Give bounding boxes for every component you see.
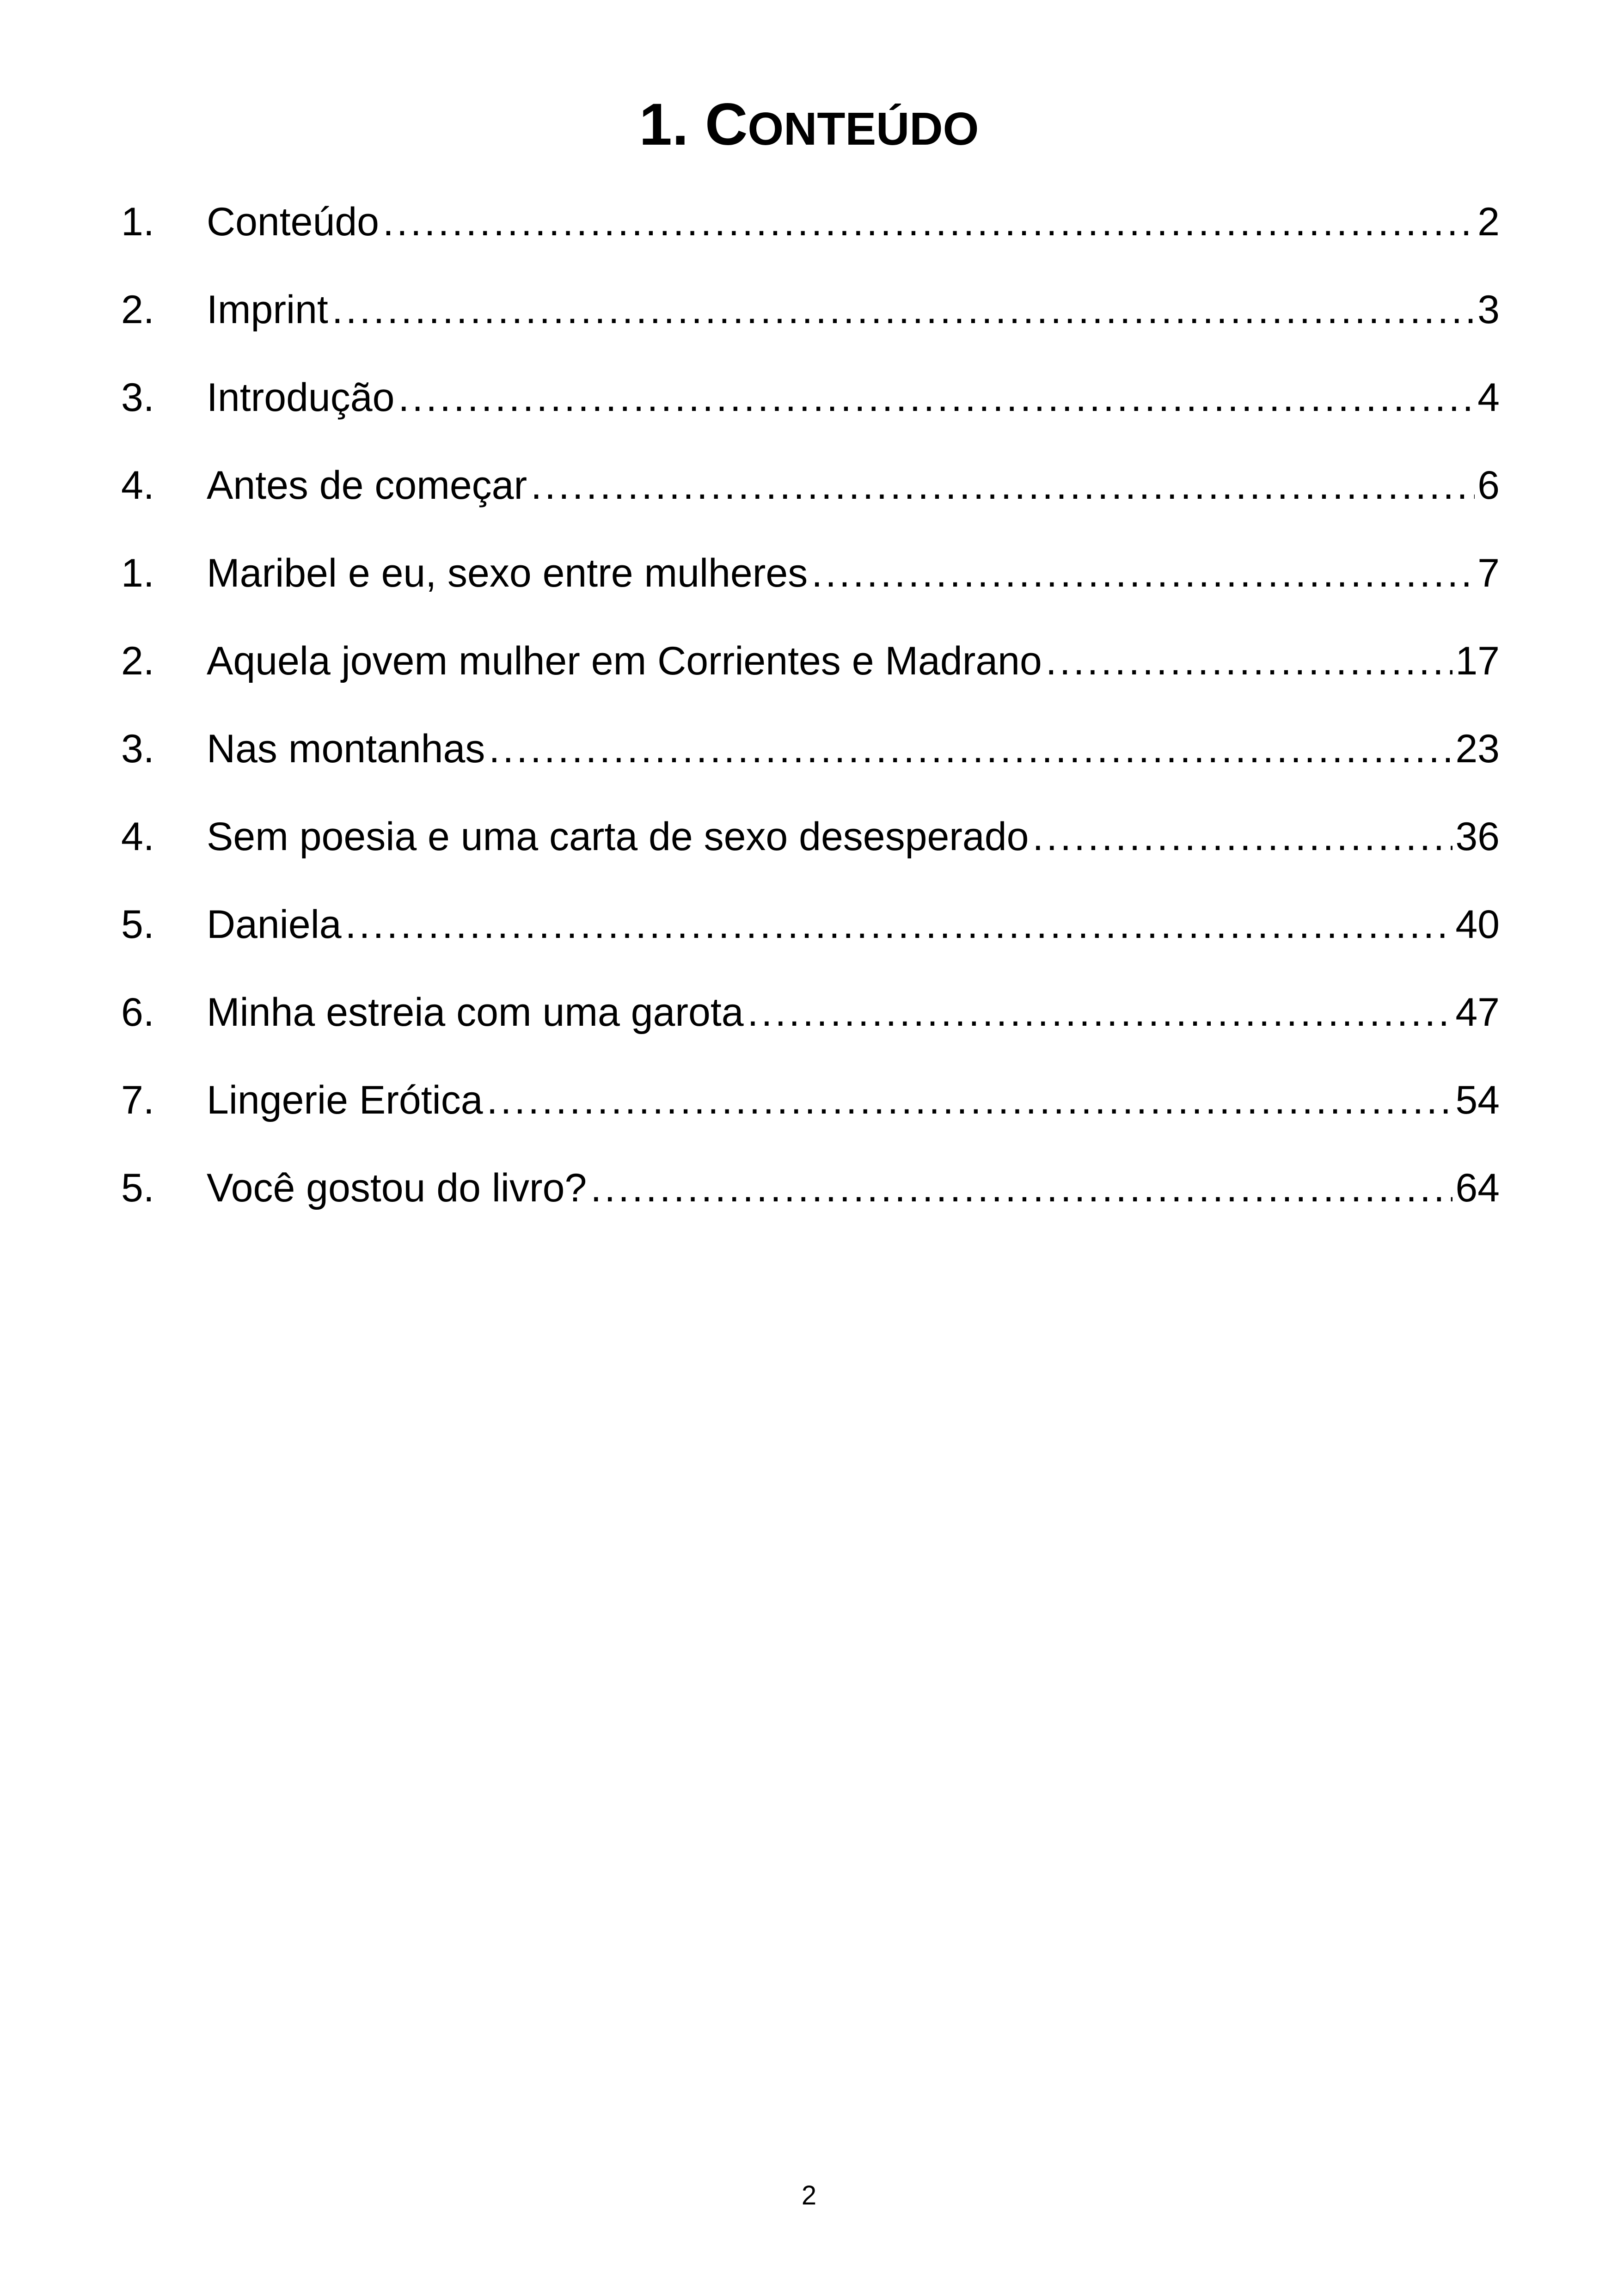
- toc-entry-page: 64: [1455, 1166, 1500, 1210]
- toc-dot-leader: [398, 370, 1475, 425]
- toc-entry-number: 4.: [121, 814, 154, 859]
- toc-dot-leader: [487, 1072, 1453, 1128]
- toc-entry-page: 2: [1477, 200, 1500, 244]
- toc-entry-number: 1.: [121, 200, 154, 244]
- toc-entry-page: 7: [1477, 551, 1500, 595]
- toc-entry-number: 5.: [121, 902, 154, 947]
- toc-entry-label: Antes de começar: [207, 463, 527, 508]
- toc-dot-leader: [1046, 633, 1453, 689]
- toc-entry-page: 6: [1477, 463, 1500, 508]
- toc-entry-label: Minha estreia com uma garota: [207, 990, 744, 1035]
- toc-entry-number: 2.: [121, 639, 154, 683]
- toc-entry-imprint[interactable]: [121, 282, 1500, 337]
- toc-entry-number: 6.: [121, 990, 154, 1035]
- toc-entry-number: 2.: [121, 288, 154, 332]
- toc-entry-page: 23: [1455, 727, 1500, 771]
- toc-entry-page: 36: [1455, 814, 1500, 859]
- page-title: [0, 83, 1618, 171]
- toc-dot-leader: [590, 1160, 1453, 1216]
- toc-dot-leader: [489, 721, 1453, 777]
- toc-entry-daniela[interactable]: [121, 897, 1500, 952]
- toc-entry-label: Sem poesia e uma carta de sexo desesperado: [207, 814, 1029, 859]
- toc-dot-leader: [345, 897, 1453, 952]
- toc-entry-page: 4: [1477, 375, 1500, 420]
- toc-entry-number: 7.: [121, 1078, 154, 1122]
- title-rest: ONTEÚDO: [748, 103, 979, 155]
- toc-entry-label: Conteúdo: [207, 200, 379, 244]
- toc-entry-aquela-jovem[interactable]: [121, 633, 1500, 689]
- toc-entry-label: Introdução: [207, 375, 395, 420]
- toc-dot-leader: [748, 985, 1453, 1040]
- toc-entry-page: 17: [1455, 639, 1500, 683]
- toc-entry-label: Imprint: [207, 288, 328, 332]
- toc-entry-number: 5.: [121, 1166, 154, 1210]
- toc-entry-lingerie-erotica[interactable]: [121, 1072, 1500, 1128]
- toc-entry-number: 3.: [121, 375, 154, 420]
- title-number: 1.: [639, 92, 689, 158]
- toc-dot-leader: [1032, 809, 1453, 864]
- toc-entry-page: 3: [1477, 288, 1500, 332]
- toc-entry-introducao[interactable]: [121, 370, 1500, 425]
- toc-entry-label: Maribel e eu, sexo entre mulheres: [207, 551, 808, 595]
- toc-dot-leader: [383, 194, 1475, 250]
- toc-entry-number: 3.: [121, 727, 154, 771]
- toc-entry-label: Lingerie Erótica: [207, 1078, 483, 1122]
- toc-entry-page: 40: [1455, 902, 1500, 947]
- toc-entry-number: 4.: [121, 463, 154, 508]
- toc-dot-leader: [811, 545, 1475, 601]
- footer-page-number: 2: [801, 2180, 817, 2210]
- toc-entry-page: 47: [1455, 990, 1500, 1035]
- toc-entry-nas-montanhas[interactable]: [121, 721, 1500, 777]
- toc-entry-sem-poesia[interactable]: [121, 809, 1500, 864]
- toc-entry-voce-gostou[interactable]: [121, 1160, 1500, 1216]
- toc-dot-leader: [332, 282, 1475, 337]
- toc-entry-label: Daniela: [207, 902, 342, 947]
- toc-entry-number: 1.: [121, 551, 154, 595]
- toc-entry-maribel[interactable]: [121, 545, 1500, 601]
- toc-entry-label: Nas montanhas: [207, 727, 485, 771]
- toc-entry-label: Aquela jovem mulher em Corrientes e Madrano: [207, 639, 1042, 683]
- toc-dot-leader: [531, 458, 1475, 513]
- toc-entry-page: 54: [1455, 1078, 1500, 1122]
- toc-entry-antes-de-comecar[interactable]: [121, 458, 1500, 513]
- title-first-letter: C: [705, 92, 748, 158]
- toc-entry-minha-estreia[interactable]: [121, 985, 1500, 1040]
- toc-entry-label: Você gostou do livro?: [207, 1166, 587, 1210]
- toc-entry-conteudo[interactable]: [121, 194, 1500, 250]
